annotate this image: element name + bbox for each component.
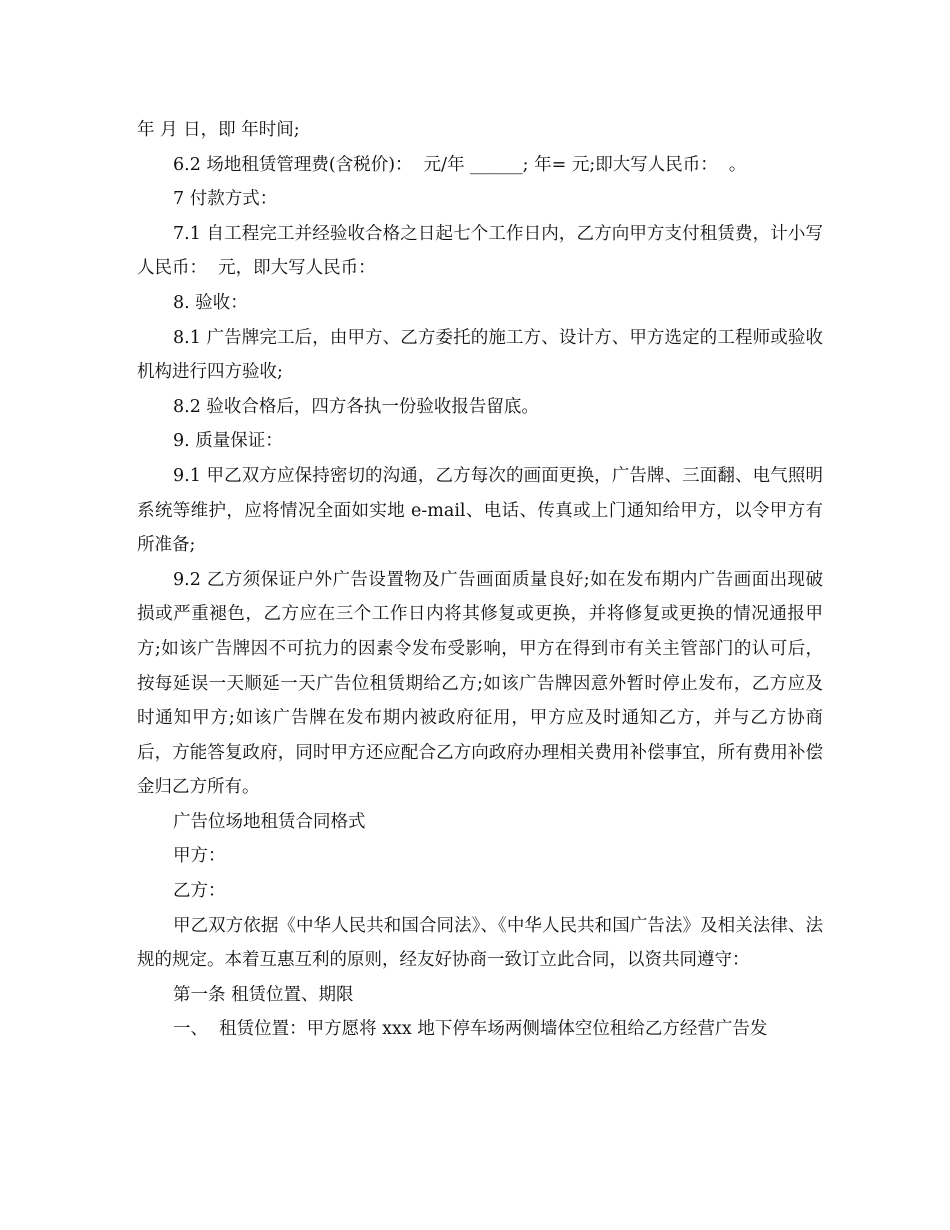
paragraph-preamble: 甲乙双方依据《中华人民共和国合同法》、《中华人民共和国广告法》及相关法律、法规的规定。本着互惠互利的原则，经友好协商一致订立此合同，以资共同遵守： — [137, 915, 823, 971]
paragraph-9-2-quality-obligations: 9.2 乙方须保证户外广告设置物及广告画面质量良好;如在发布期内广告画面出现破损或严重褪色，乙方应在三个工作日内将其修复或更换，并将修复或更换的情况通报甲方;如该广告牌因不可抗力的因素令发布受影响，甲方在得到市有关主管部门的认可后，按每延误一天顺延一天广告位租赁期给乙方;如该广告牌因意外暂时停止发布，乙方应及时通知甲方;如该广告牌在发布期内被政府征用，甲方应及时通知乙方，并与乙方协商后，方能答复政府，同时甲方还应配合乙方向政府办理相关费用补偿事宜，所有费用补偿金归乙方所有。 — [137, 569, 823, 798]
paragraph-lease-location: 一、 租赁位置：甲方愿将 xxx 地下停车场两侧墙体空位租给乙方经营广告发 — [173, 1019, 768, 1040]
heading-8-acceptance: 8. 验收： — [173, 292, 248, 313]
party-b-line: 乙方： — [173, 881, 226, 902]
heading-9-quality-guarantee: 9. 质量保证： — [173, 431, 283, 452]
contract-title: 广告位场地租赁合同格式 — [173, 811, 366, 832]
paragraph-8-2-acceptance-report: 8.2 验收合格后，四方各执一份验收报告留底。 — [173, 396, 539, 417]
paragraph-7-1-payment-terms: 7.1 自工程完工并经验收合格之日起七个工作日内，乙方向甲方支付租赁费，计小写人民币： 元，即大写人民币： — [137, 223, 823, 279]
paragraph-date-term: 年 月 日，即 年时间; — [137, 120, 300, 140]
document-body — [137, 113, 823, 1047]
heading-article-1: 第一条 租赁位置、期限 — [173, 984, 354, 1005]
paragraph-6-2-management-fee: 6.2 场地租赁管理费(含税价)： 元/年 ______; 年= 元;即大写人民币： 。 — [173, 154, 747, 175]
heading-7-payment-method: 7 付款方式： — [173, 189, 278, 210]
party-a-line: 甲方： — [173, 846, 226, 867]
paragraph-8-1-acceptance-process: 8.1 广告牌完工后，由甲方、乙方委托的施工方、设计方、甲方选定的工程师或验收机构进行四方验收; — [137, 327, 823, 383]
paragraph-9-1-communication: 9.1 甲乙双方应保持密切的沟通，乙方每次的画面更换，广告牌、三面翻、电气照明系统等维护，应将情况全面如实地 e-mail、电话、传真或上门通知给甲方，以令甲方有所准备; — [137, 465, 823, 556]
